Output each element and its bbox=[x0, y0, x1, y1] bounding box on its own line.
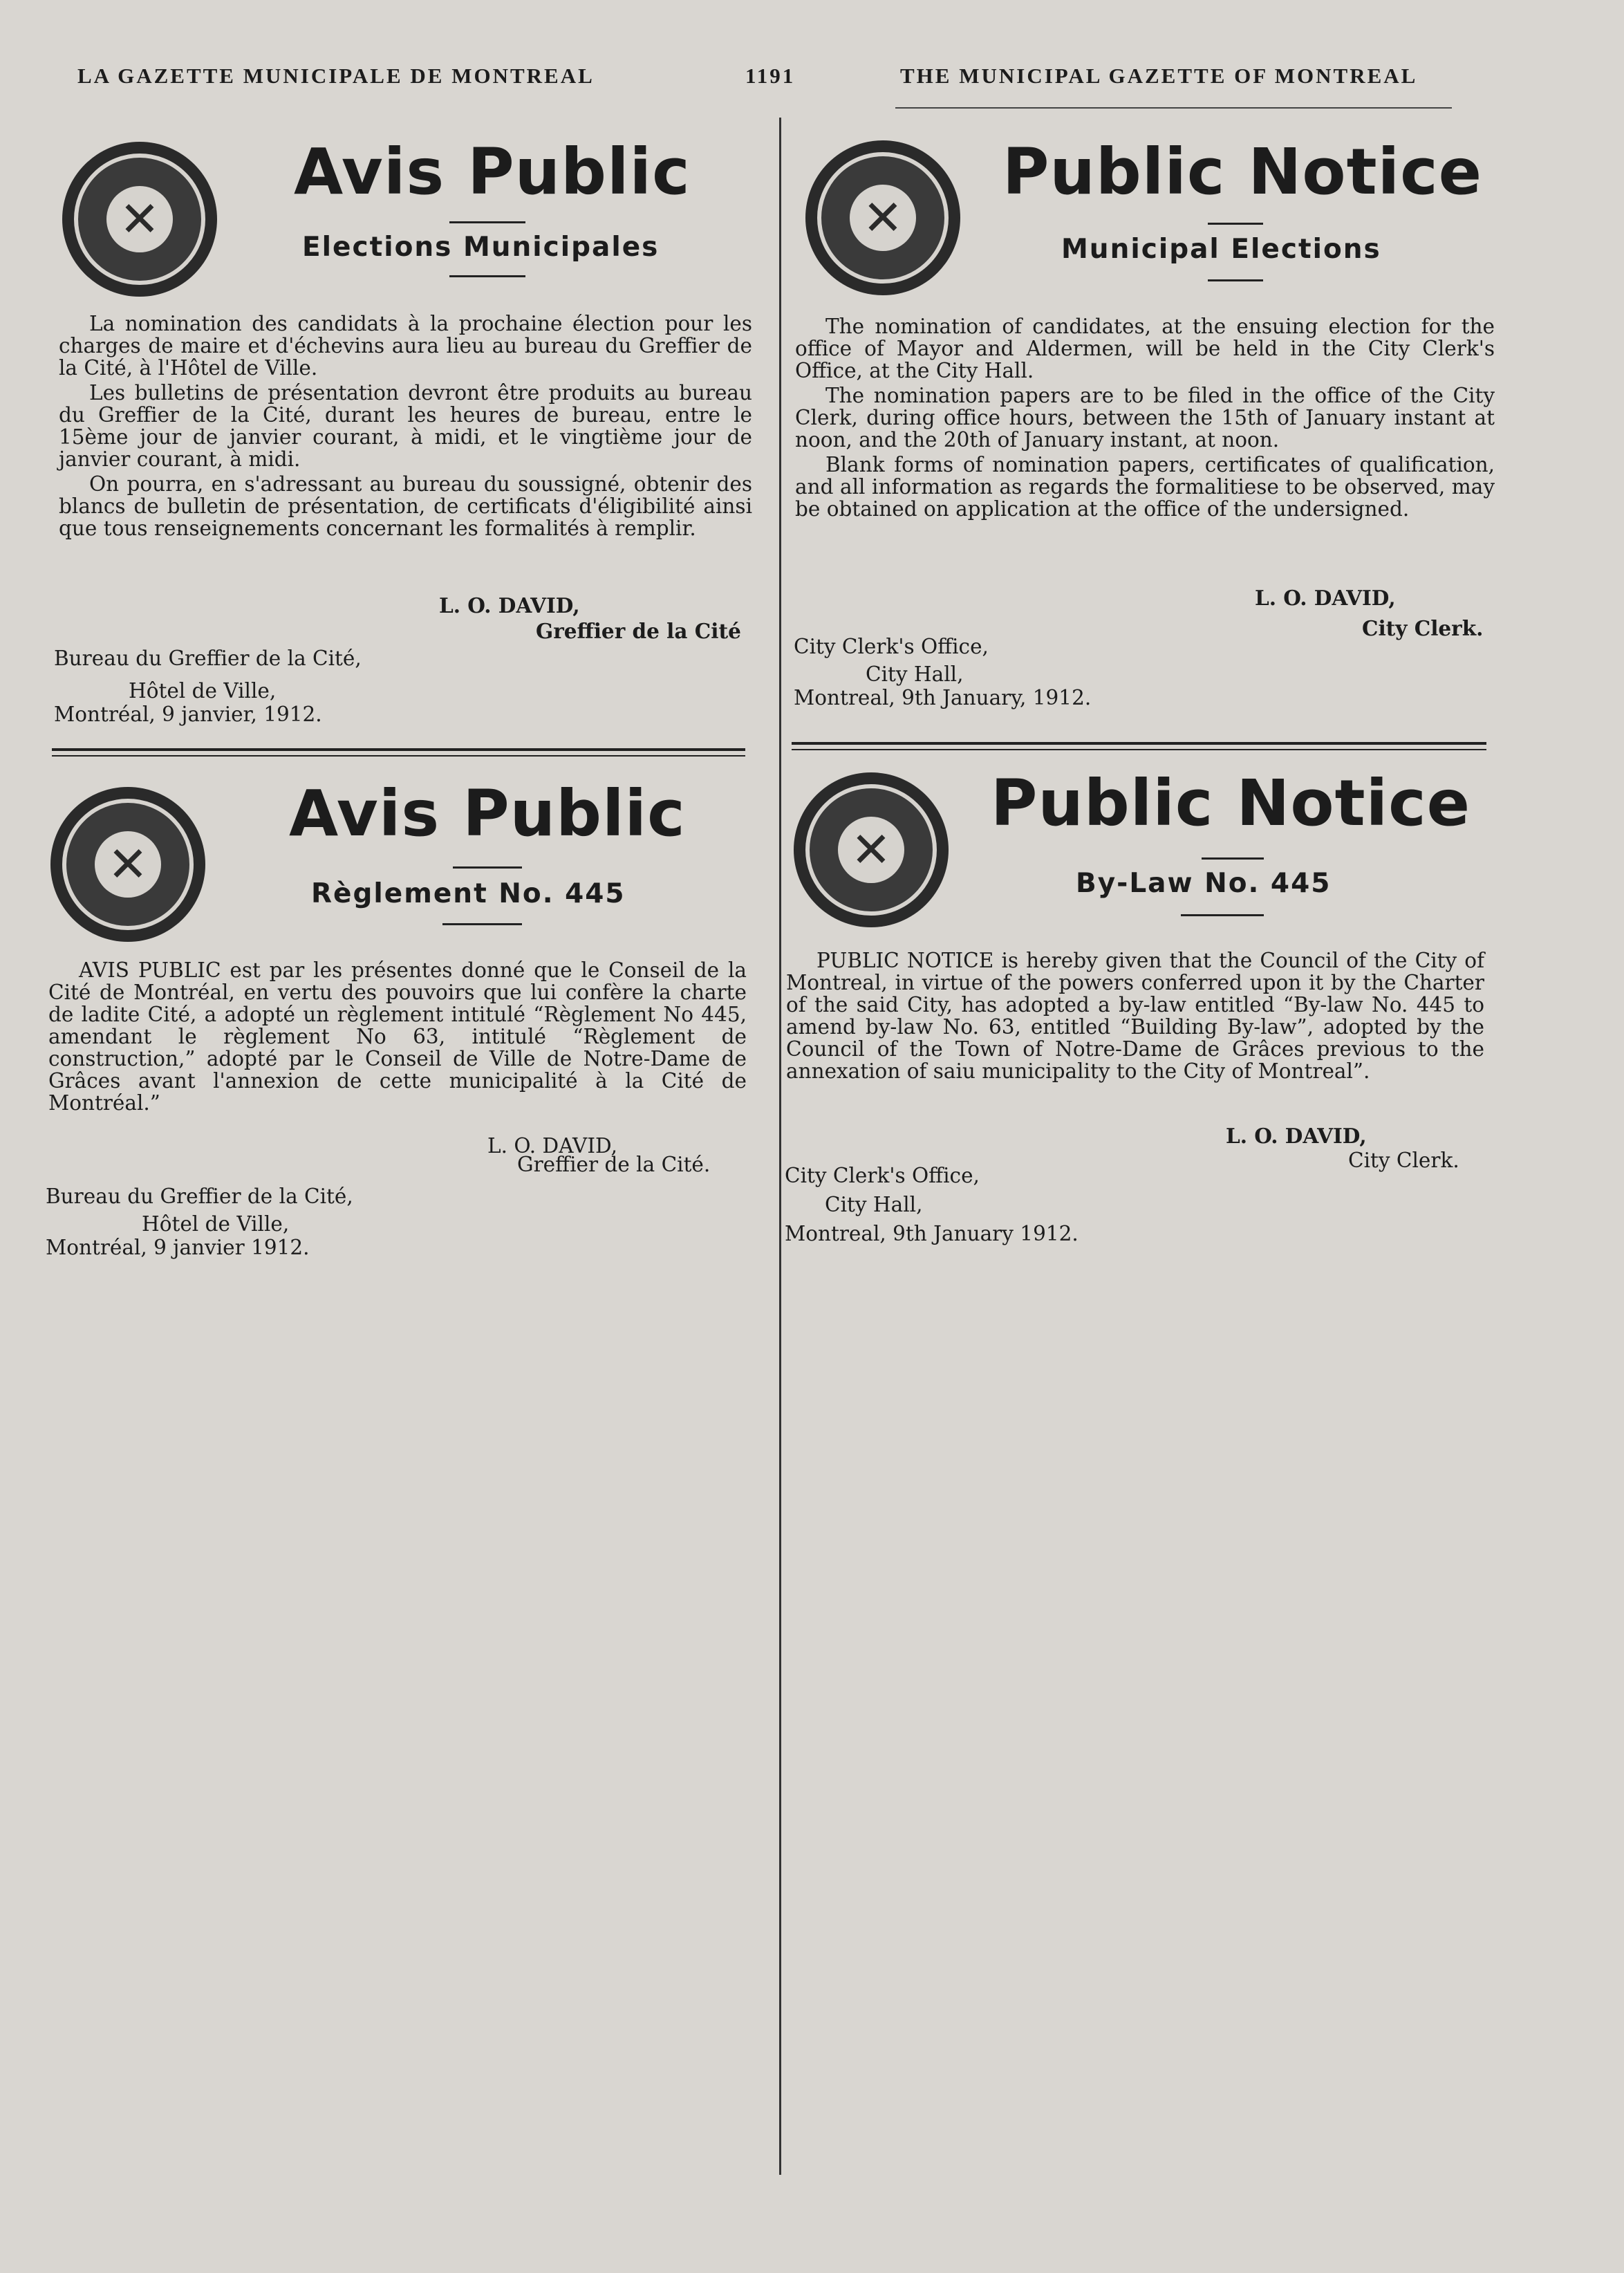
notice-body bbox=[795, 315, 1495, 523]
address-line: City Hall, bbox=[825, 1193, 923, 1216]
address-line: City Clerk's Office, bbox=[794, 635, 989, 658]
paragraph: PUBLIC NOTICE is hereby given that the Council of the City of Montreal, in virtue of the powers conferred upon it by the Charter of the said City, has adopted a by-law entitled “By-law No. 445 to amend by-law No. 63, entitled “Building By-law”, adopted by the Council of the Town of Notre-Dame de Grâces previous to the annexation of saiu municipality to the City of Montreal”. bbox=[786, 949, 1484, 1083]
header-french-title: LA GAZETTE MUNICIPALE DE MONTREAL bbox=[77, 64, 595, 88]
signature-name: L. O. DAVID, bbox=[487, 1134, 617, 1158]
title-rule bbox=[453, 866, 522, 869]
signature-name: L. O. DAVID, bbox=[1255, 586, 1396, 610]
city-seal-icon: ✕ bbox=[50, 787, 205, 942]
signature-name: L. O. DAVID, bbox=[439, 593, 580, 618]
paragraph: AVIS PUBLIC est par les présentes donné que le Conseil de la Cité de Montréal, en vertu des pouvoirs que lui confère la charte de ladite Cité, a adopté un règlement intitulé “Règlement No 445, amendant le règlement No 63, intitulé “Règlement de construction,” adopté par le Conseil de Ville de Notre-Dame de Grâces avant l'annexion de cette municipalité à la Cité de Montréal.” bbox=[48, 958, 747, 1115]
column-divider bbox=[779, 118, 781, 2175]
page-number: 1191 bbox=[745, 64, 796, 88]
notice-title: Public Notice bbox=[991, 766, 1471, 840]
header-english-title: THE MUNICIPAL GAZETTE OF MONTREAL bbox=[900, 64, 1418, 88]
city-seal-icon: ✕ bbox=[794, 772, 949, 927]
paragraph: La nomination des candidats à la prochaine élection pour les charges de maire et d'échevins aura lieu au bureau du Greffier de la Cité, à l'Hôtel de Ville. bbox=[59, 312, 752, 380]
notice-subtitle: By-Law No. 445 bbox=[1076, 868, 1332, 899]
paragraph: The nomination of candidates, at the ensuing election for the office of Mayor and Aldermen, will be held in the City Clerk's Office, at the City Hall. bbox=[795, 315, 1495, 382]
title-rule bbox=[1208, 223, 1263, 225]
title-rule bbox=[1202, 857, 1264, 860]
signature-title: City Clerk. bbox=[1348, 1149, 1459, 1172]
address-line: Bureau du Greffier de la Cité, bbox=[54, 647, 362, 670]
paragraph: The nomination papers are to be filed in the office of the City Clerk, during office hours, between the 15th of January instant at noon, and the 20th of January instant, at noon. bbox=[795, 384, 1495, 452]
signature-title: City Clerk. bbox=[1362, 616, 1484, 640]
address-line: Montréal, 9 janvier, 1912. bbox=[54, 703, 322, 726]
header-rule bbox=[895, 107, 1452, 109]
notice-subtitle: Règlement No. 445 bbox=[311, 878, 626, 909]
address-line: City Hall, bbox=[866, 662, 964, 686]
notice-title: Public Notice bbox=[1002, 135, 1483, 209]
notice-subtitle: Municipal Elections bbox=[1061, 234, 1381, 265]
address-line: City Clerk's Office, bbox=[785, 1164, 980, 1187]
signature-title: Greffier de la Cité. bbox=[517, 1153, 711, 1176]
subtitle-rule bbox=[1181, 914, 1264, 916]
signature-name: L. O. DAVID, bbox=[1226, 1124, 1367, 1148]
subtitle-rule bbox=[449, 275, 525, 277]
paragraph: Blank forms of nomination papers, certificates of qualification, and all information as regards the formalitiese to be observed, may be obtained on application at the office of the undersigned. bbox=[795, 453, 1495, 521]
notice-title: Avis Public bbox=[294, 135, 691, 209]
title-rule bbox=[449, 221, 525, 223]
notice-body bbox=[786, 949, 1484, 1085]
city-seal-icon: ✕ bbox=[805, 140, 960, 295]
address-line: Hôtel de Ville, bbox=[129, 679, 277, 703]
address-line: Montreal, 9th January, 1912. bbox=[794, 686, 1092, 709]
subtitle-rule bbox=[442, 923, 522, 925]
notice-body bbox=[59, 313, 752, 542]
notice-title: Avis Public bbox=[289, 777, 686, 851]
notice-subtitle: Elections Municipales bbox=[302, 232, 660, 263]
page-header bbox=[0, 64, 1624, 98]
signature-title: Greffier de la Cité bbox=[536, 619, 741, 643]
section-rule bbox=[792, 742, 1486, 750]
address-line: Montréal, 9 janvier 1912. bbox=[46, 1236, 310, 1259]
subtitle-rule bbox=[1208, 279, 1263, 281]
paragraph: Les bulletins de présentation devront être produits au bureau du Greffier de la Cité, durant les heures de bureau, entre le 15ème jour de janvier courant, à midi, et le vingtième jour de janvier courant, à midi. bbox=[59, 381, 752, 471]
address-line: Bureau du Greffier de la Cité, bbox=[46, 1185, 353, 1208]
address-line: Hôtel de Ville, bbox=[142, 1212, 290, 1236]
paragraph: On pourra, en s'adressant au bureau du soussigné, obtenir des blancs de bulletin de présentation, de certificats d'éligibilité ainsi que tous renseignements concernant les formalités à remplir. bbox=[59, 472, 752, 540]
notice-body bbox=[48, 959, 747, 1117]
city-seal-icon: ✕ bbox=[62, 142, 217, 297]
section-rule bbox=[52, 748, 745, 757]
address-line: Montreal, 9th January 1912. bbox=[785, 1222, 1079, 1245]
